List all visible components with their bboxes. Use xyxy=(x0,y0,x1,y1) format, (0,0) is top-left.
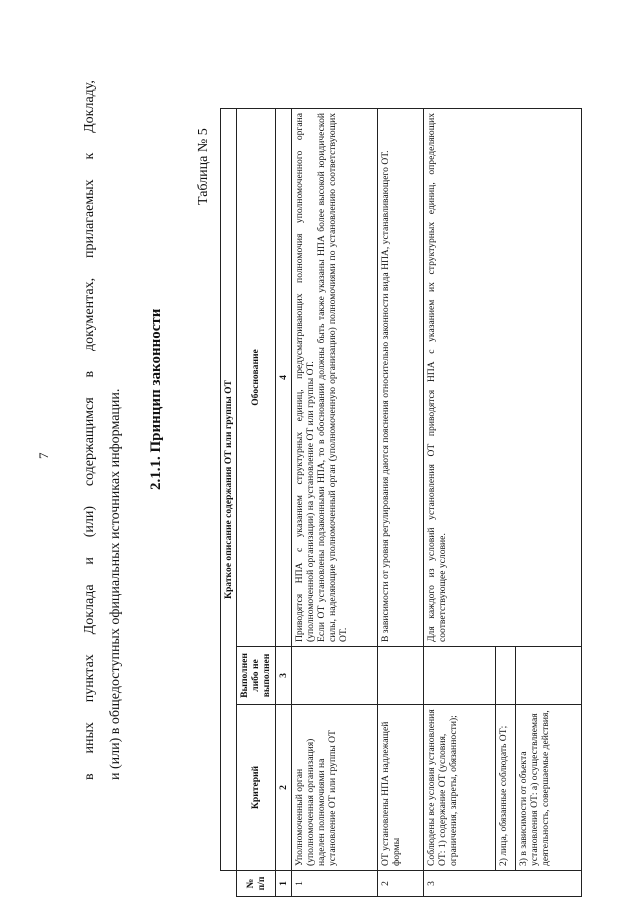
row-done xyxy=(423,647,495,705)
header-criterion: Критерий xyxy=(237,705,275,871)
column-number: 2 xyxy=(275,705,291,871)
row-criterion-part: 3) в зависимости от объекта установления ОТ: а) осуществляемая деятельность, совершаемые действия, xyxy=(515,705,581,871)
intro-word: Доклада xyxy=(82,584,97,635)
row-criterion-part: Соблюдены все условия установления ОТ: 1) содержание ОТ (условия, ограничения, запреты, обязанности); xyxy=(423,705,495,871)
justification-paragraph: Для каждого из условий установления ОТ приводятся НПА с указанием их структурных единиц, определяющих соответствующее условие. xyxy=(425,112,448,642)
row-justification xyxy=(377,108,423,646)
row-done xyxy=(495,647,515,705)
intro-line-2: и (или) в общедоступных официальных источниках информации. xyxy=(108,388,123,780)
intro-word: содержащимся xyxy=(82,397,97,487)
row-criterion: ОТ установлены НПА надлежащей формы xyxy=(377,705,423,871)
intro-line-1 xyxy=(82,80,98,780)
caption-spacer xyxy=(221,871,237,897)
justification-paragraph: В зависимости от уровня регулирования даются пояснения относительно законности вида НПА, устанавливающего ОТ. xyxy=(379,150,391,642)
row-number: 3 xyxy=(423,871,581,897)
intro-word: в xyxy=(82,370,97,378)
intro-word: иных xyxy=(82,722,97,754)
page-number: 7 xyxy=(36,452,51,459)
header-num: № п/п xyxy=(237,871,275,897)
row-criterion-part: 2) лица, обязанные соблюдать ОТ; xyxy=(495,705,515,871)
table-row xyxy=(291,108,377,896)
intro-word: прилагаемых xyxy=(82,179,97,259)
column-number-row xyxy=(275,108,291,896)
table-label: Таблица № 5 xyxy=(196,128,211,205)
row-number: 2 xyxy=(377,871,423,897)
intro-word: и xyxy=(82,557,97,565)
row-done xyxy=(515,647,581,705)
header-row xyxy=(237,108,275,896)
intro-word: (или) xyxy=(82,505,97,538)
row-justification xyxy=(423,108,581,646)
table-row xyxy=(377,108,423,896)
justification-paragraph: Приводятся НПА с указанием структурных единиц, предусматривающих полномочия уполномоченного органа (уполномоченной организации) на установление ОТ или группы ОТ. xyxy=(293,112,316,642)
column-number: 1 xyxy=(275,871,291,897)
table-caption: Краткое описание содержания ОТ или группы ОТ xyxy=(221,108,237,870)
table-row xyxy=(423,108,495,896)
row-criterion: Уполномоченный орган (уполномоченная организация) наделен полномочиями на установление ОТ или группы ОТ xyxy=(291,705,377,871)
row-number: 1 xyxy=(291,871,377,897)
intro-word: к xyxy=(82,152,97,160)
intro-word: документах, xyxy=(82,277,97,351)
row-done xyxy=(291,647,377,705)
section-title: 2.1.1. Принцип законности xyxy=(148,308,164,490)
intro-word: пунктах xyxy=(82,654,97,703)
caption-row xyxy=(221,108,237,896)
intro-word: Докладу, xyxy=(82,80,97,133)
criteria-table xyxy=(220,108,582,897)
justification-paragraph: Если ОТ установлены подзаконными НПА, то в обосновании должны быть также указаны НПА более высокой юридической силы, наделяющие уполномоченный орган (уполномоченную организацию) полномочиями по установлению соответствующих ОТ. xyxy=(315,112,350,642)
header-justification: Обоснование xyxy=(237,108,275,646)
row-justification xyxy=(291,108,377,646)
column-number: 4 xyxy=(275,108,291,646)
row-done xyxy=(377,647,423,705)
intro-word: в xyxy=(82,773,97,780)
column-number: 3 xyxy=(275,647,291,705)
header-done: Выполнен либо не выполнен xyxy=(237,647,275,705)
